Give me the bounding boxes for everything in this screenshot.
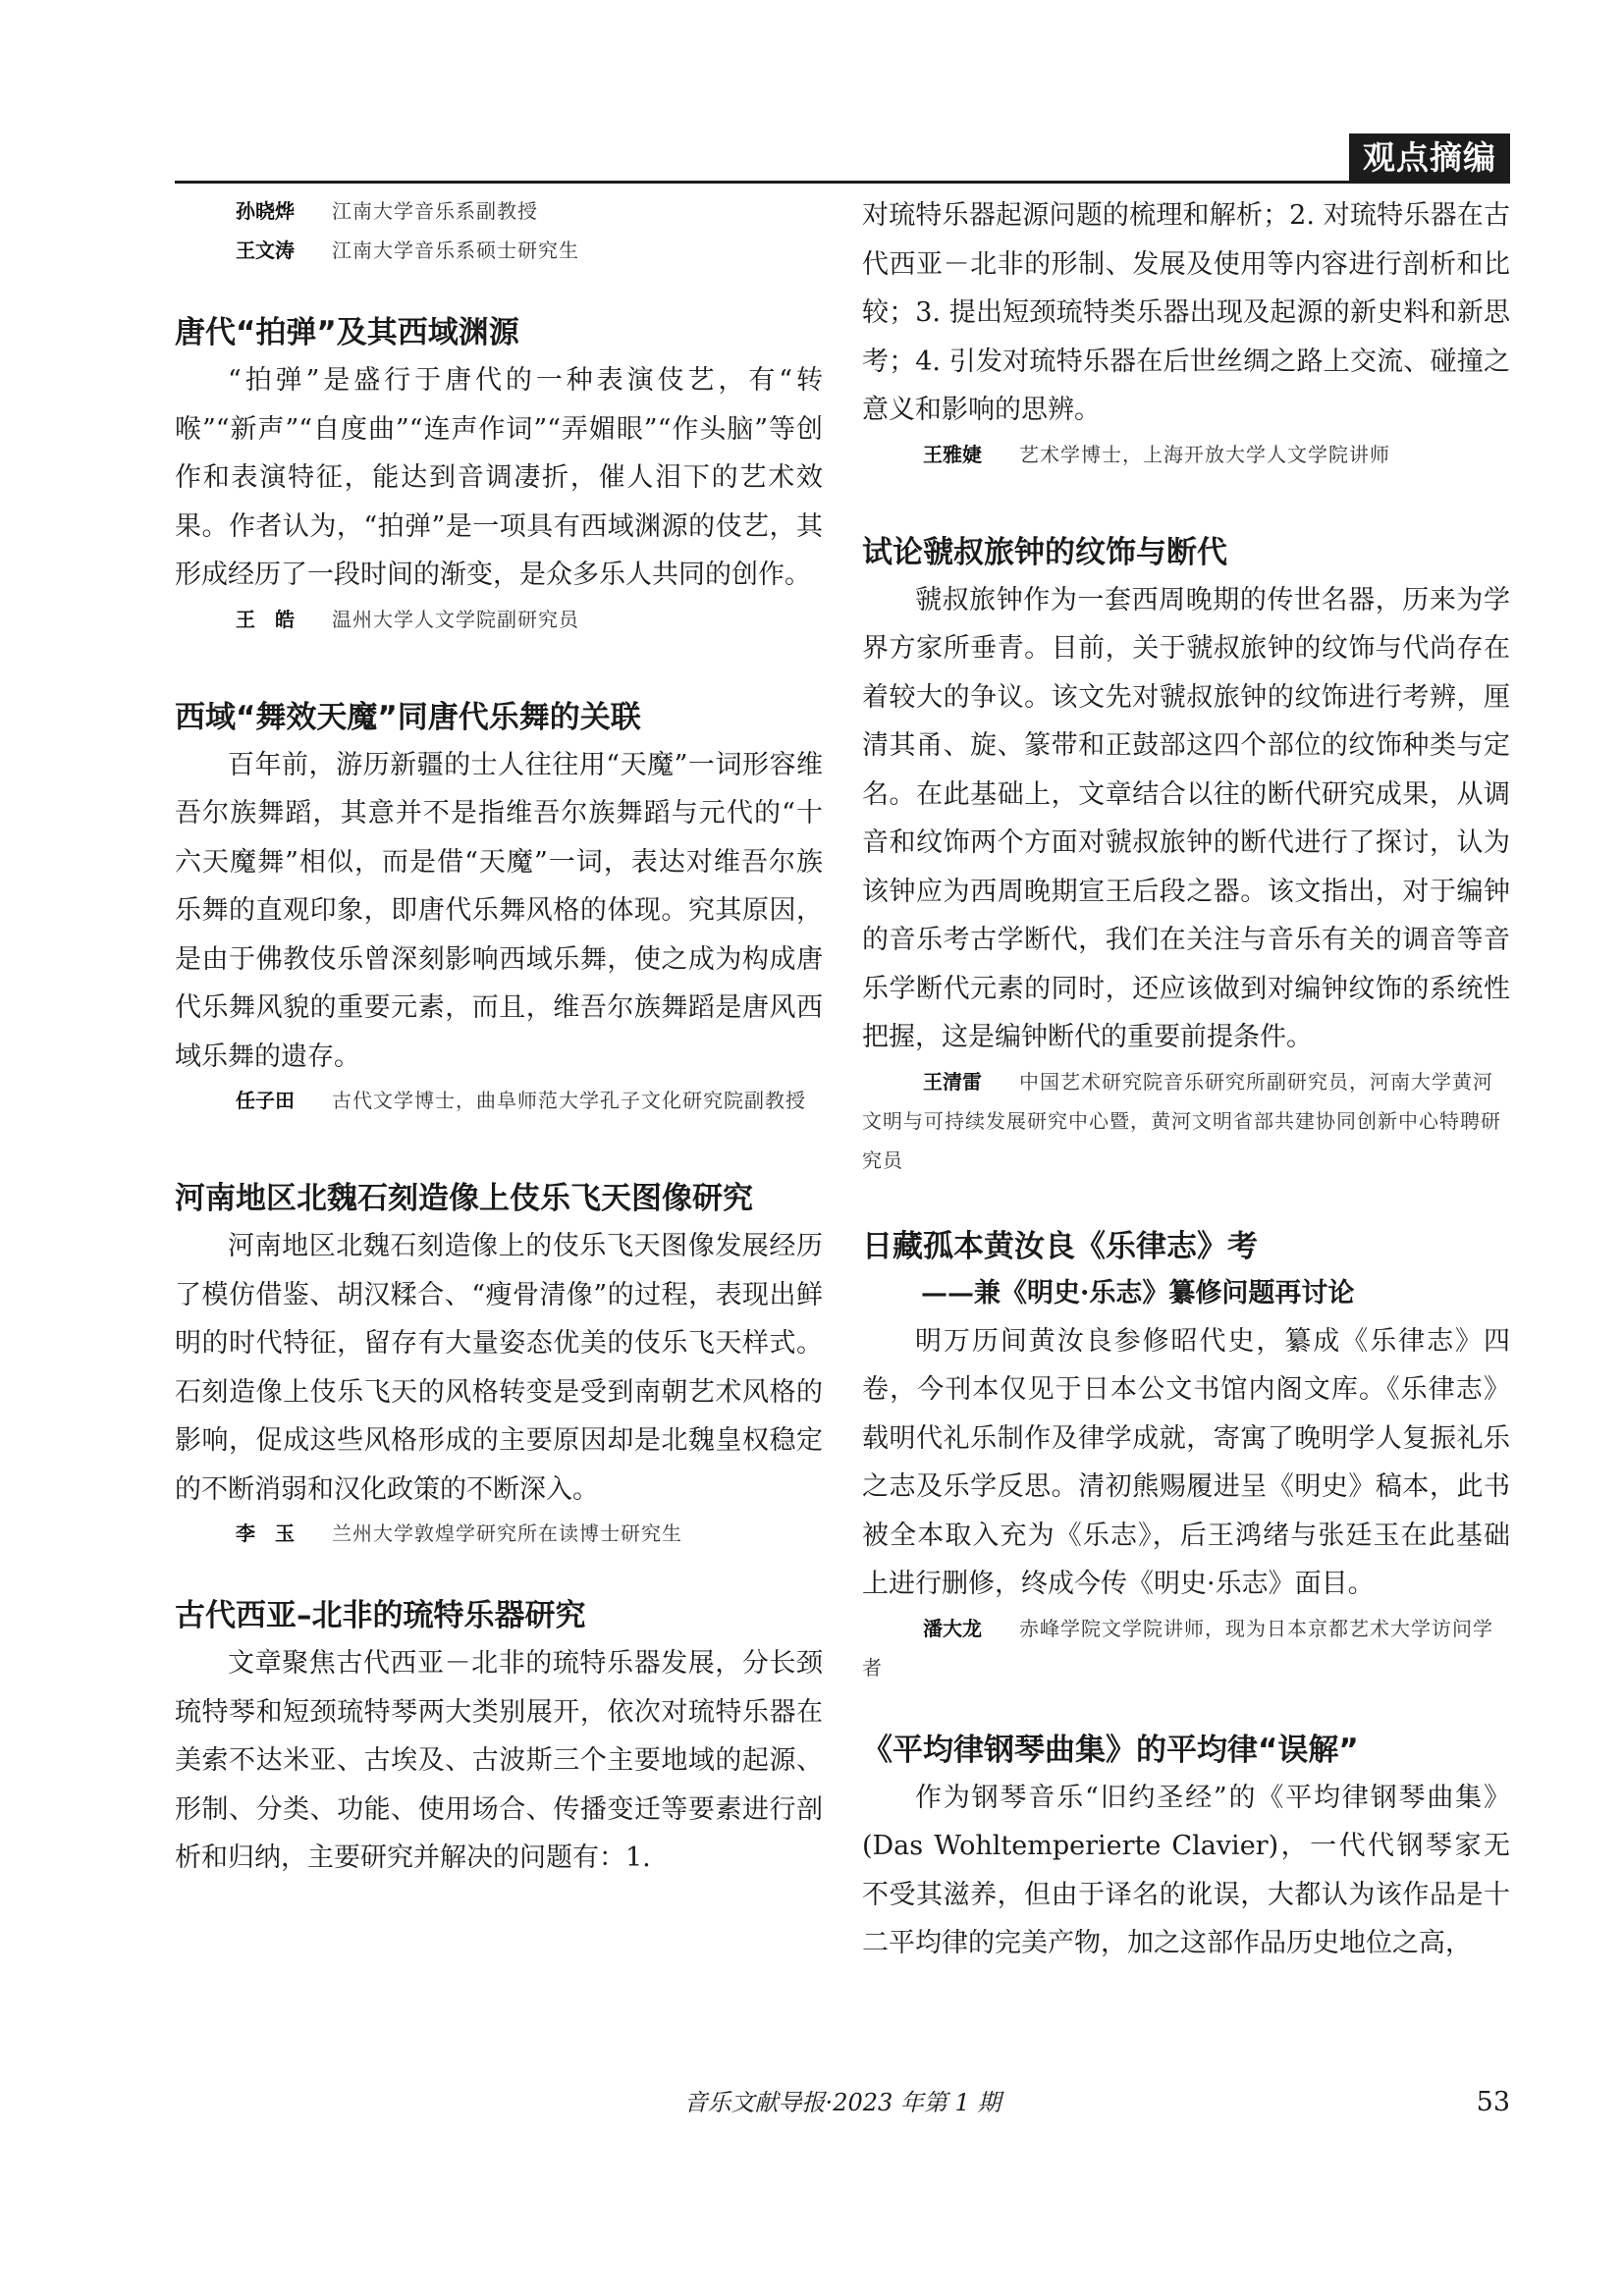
article-title: 日藏孤本黄汝良《乐律志》考	[862, 1228, 1258, 1264]
author-line	[175, 1081, 823, 1120]
article-abstract: 虢叔旅钟作为一套西周晚期的传世名器，历来为学界方家所垂青。目前，关于虢叔旅钟的纹饰与代尚存在着较大的争议。该文先对虢叔旅钟的纹饰进行考辨，厘清其甬、旋、篆带和正鼓部这四个部位的纹饰种类与定名。在此基础上，文章结合以往的断代研究成果，从调音和纹饰两个方面对虢叔旅钟的断代进行了探讨，认为该钟应为西周晚期宣王后段之器。该文指出，对于编钟的音乐考古学断代，我们在关注与音乐有关的调音等音乐学断代元素的同时，还应该做到对编钟纹饰的系统性把握，这是编钟断代的重要前提条件。	[862, 584, 1510, 1052]
author-name: 王清雷	[923, 1069, 982, 1094]
article-title: 《平均律钢琴曲集》的平均律“误解”	[862, 1732, 1359, 1768]
author-name: 孙晓烨	[236, 199, 295, 223]
article-title: 古代西亚–北非的琉特乐器研究	[175, 1598, 586, 1633]
author-name: 王雅婕	[923, 442, 982, 466]
article-abstract: 文章聚焦古代西亚－北非的琉特乐器发展，分长颈琉特琴和短颈琉特琴两大类别展开，依次对琉特乐器在美索不达米亚、古埃及、古波斯三个主要地域的起源、形制、分类、功能、使用场合、传播变迁等要素进行剖析和归纳，主要研究并解决的问题有：1.	[175, 1648, 823, 1873]
author-name: 王 皓	[236, 607, 295, 631]
header-rule	[175, 181, 1510, 184]
article-title: 西域“舞效天魔”同唐代乐舞的关联	[175, 699, 641, 735]
section-tag: 观点摘编	[1349, 133, 1510, 183]
article-abstract: “拍弹”是盛行于唐代的一种表演伎艺，有“转喉”“新声”“自度曲”“连声作词”“弄媚眼”“作头脑”等创作和表演特征，能达到音调凄折，催人泪下的艺术效果。作者认为，“拍弹”是一项具有西域渊源的伎艺，其形成经历了一段时间的渐变，是众多乐人共同的创作。	[175, 365, 823, 590]
author-name: 潘大龙	[923, 1616, 982, 1640]
journal-name: 音乐文献导报·2023 年第 1 期	[683, 2089, 1001, 2116]
author-affiliation: 古代文学博士，曲阜师范大学孔子文化研究院副教授	[332, 1089, 806, 1112]
article-abstract: 明万历间黄汝良参修昭代史，纂成《乐律志》四卷，今刊本仅见于日本公文书馆内阁文库。《乐律志》载明代礼乐制作及律学成就，寄寓了晚明学人复振礼乐之志及乐学反思。清初熊赐履进呈《明史》稿本，此书被全本取入充为《乐志》，后王鸿绪与张廷玉在此基础上进行删修，终成今传《明史·乐志》面目。	[862, 1325, 1510, 1599]
author-line	[862, 1609, 1510, 1687]
page-number: 53	[1476, 2087, 1510, 2117]
author-name: 李 玉	[236, 1522, 295, 1545]
author-affiliation: 赤峰学院文学院讲师，现为日本京都艺术大学访问学者	[862, 1616, 1493, 1680]
right-column	[862, 191, 1510, 1968]
author-line	[175, 191, 823, 231]
page-footer	[175, 2083, 1510, 2122]
article-abstract: 作为钢琴音乐“旧约圣经”的《平均律钢琴曲集》(Das Wohltemperierte Clavier)，一代代钢琴家无不受其滋养，但由于译名的讹误，大都认为该作品是十二平均律的完美产物，加之这部作品历史地位之高，	[862, 1782, 1510, 1958]
author-name: 任子田	[236, 1089, 295, 1112]
author-affiliation: 艺术学博士，上海开放大学人文学院讲师	[1019, 442, 1390, 466]
article-title: 试论虢叔旅钟的纹饰与断代	[862, 534, 1227, 570]
author-name: 王文涛	[236, 239, 295, 262]
author-affiliation: 江南大学音乐系硕士研究生	[332, 239, 579, 262]
author-affiliation: 江南大学音乐系副教授	[332, 199, 538, 223]
author-line	[862, 1062, 1510, 1180]
article-title: 河南地区北魏石刻造像上伎乐飞天图像研究	[175, 1181, 753, 1216]
author-affiliation: 兰州大学敦煌学研究所在读博士研究生	[332, 1522, 682, 1545]
left-column	[175, 191, 823, 1883]
author-line	[175, 600, 823, 639]
article-abstract-continued: 对琉特乐器起源问题的梳理和解析；2. 对琉特乐器在古代西亚－北非的形制、发展及使用等内容进行剖析和比较；3. 提出短颈琉特类乐器出现及起源的新史料和新思考；4. 引发对琉特乐器在后世丝绸之路上交流、碰撞之意义和影响的思辨。	[862, 200, 1510, 425]
article-abstract: 百年前，游历新疆的士人往往用“天魔”一词形容维吾尔族舞蹈，其意并不是指维吾尔族舞蹈与元代的“十六天魔舞”相似，而是借“天魔”一词，表达对维吾尔族乐舞的直观印象，即唐代乐舞风格的体现。究其原因，是由于佛教伎乐曾深刻影响西域乐舞，使之成为构成唐代乐舞风貌的重要元素，而且，维吾尔族舞蹈是唐风西域乐舞的遗存。	[175, 749, 823, 1072]
author-line	[175, 1514, 823, 1553]
author-affiliation: 中国艺术研究院音乐研究所副研究员，河南大学黄河文明与可持续发展研究中心暨，黄河文明省部共建协同创新中心特聘研究员	[862, 1069, 1501, 1172]
article-subtitle: ——兼《明史·乐志》纂修问题再讨论	[921, 1277, 1355, 1308]
article-abstract: 河南地区北魏石刻造像上的伎乐飞天图像发展经历了模仿借鉴、胡汉糅合、“瘦骨清像”的过程，表现出鲜明的时代特征，留存有大量姿态优美的伎乐飞天样式。石刻造像上伎乐飞天的风格转变是受到南朝艺术风格的影响，促成这些风格形成的主要原因却是北魏皇权稳定的不断消弱和汉化政策的不断深入。	[175, 1231, 823, 1505]
author-line	[862, 435, 1510, 474]
author-line	[175, 231, 823, 270]
author-affiliation: 温州大学人文学院副研究员	[332, 607, 579, 631]
article-title: 唐代“拍弹”及其西域渊源	[175, 315, 519, 350]
